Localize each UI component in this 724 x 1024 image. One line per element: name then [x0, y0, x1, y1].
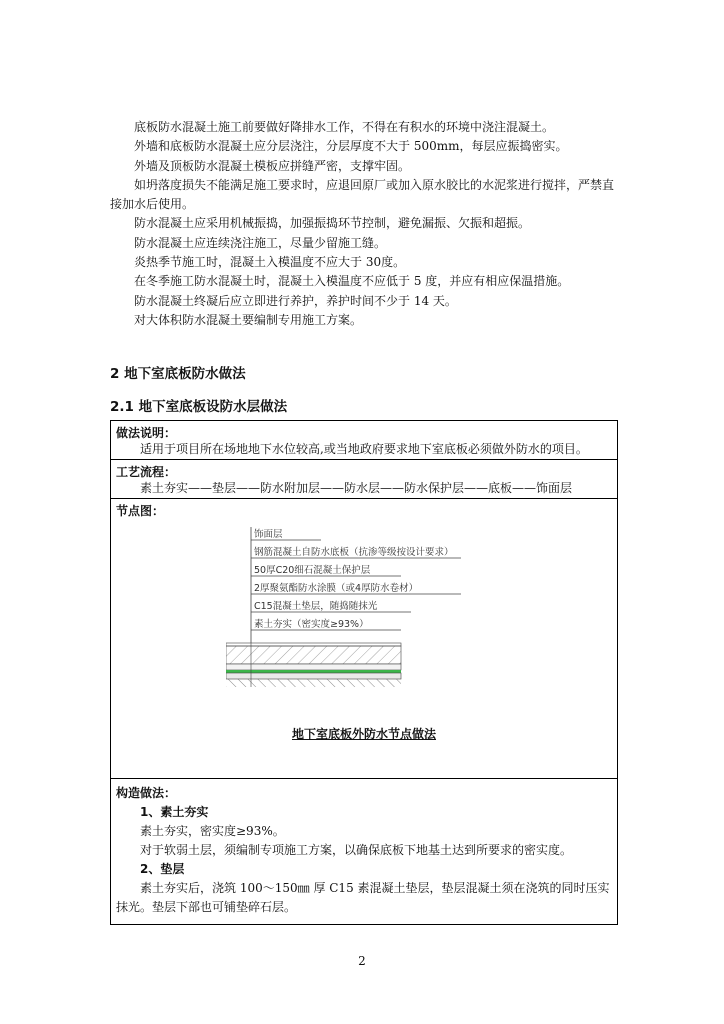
- waterproof-section-drawing: [226, 509, 476, 709]
- construct-label: 构造做法：: [116, 786, 177, 800]
- page-number: 2: [358, 954, 366, 968]
- method-table: [110, 420, 618, 925]
- intro-line: 在冬季施工防水混凝土时，混凝土入模温度不应低于 5 度，并应有相应保温措施。: [134, 274, 570, 289]
- layer-label: 素土夯实（密实度≥93%）: [254, 619, 369, 630]
- compacted-soil: [226, 679, 401, 687]
- layer-label: C15混凝土垫层，随捣随抹光: [254, 601, 378, 612]
- layer-label: 钢筋混凝土自防水底板（抗渗等级按设计要求）: [254, 547, 454, 558]
- protective-layer: [226, 664, 401, 670]
- intro-line: 底板防水混凝土施工前要做好降排水工作，不得在有积水的环境中浇注混凝土。: [134, 120, 555, 134]
- item1-title: 1、素土夯实: [140, 805, 209, 819]
- section-title: 2 地下室底板防水做法: [110, 366, 246, 382]
- intro-line: 外墙及顶板防水混凝土模板应拼缝严密，支撑牢固。: [134, 158, 411, 173]
- finish-layer: [226, 643, 401, 646]
- process-label: 工艺流程：: [116, 465, 177, 479]
- layer-label: 2厚聚氨酯防水涂膜（或4厚防水卷材）: [254, 583, 419, 594]
- node-diagram: [226, 509, 476, 713]
- intro-line: 防水混凝土应采用机械振捣，加强振捣环节控制，避免漏振、欠振和超振。: [134, 216, 531, 231]
- construct-body: [116, 803, 612, 917]
- item2-text: 素土夯实后，浇筑 100～150㎜ 厚 C15 素混凝土垫层，垫层混凝土须在浇筑的同时压实抹光。垫层下部也可铺垫碎石层。: [116, 881, 610, 914]
- intro-line: 防水混凝土终凝后应立即进行养护，养护时间不少于 14 天。: [134, 293, 457, 308]
- intro-line: 炎热季节施工时，混凝土入模温度不应大于 30度。: [134, 255, 406, 270]
- waterproof-membrane: [226, 670, 401, 673]
- method-text: 适用于项目所在场地地下水位较高,或当地政府要求地下室底板必须做外防水的项目。: [140, 442, 588, 456]
- c15-cushion: [226, 673, 401, 679]
- intro-line: 防水混凝土应连续浇注施工，尽量少留施工缝。: [134, 235, 387, 250]
- method-label: 做法说明：: [116, 426, 177, 440]
- intro-paragraphs: [110, 118, 618, 330]
- item2-title: 2、垫层: [140, 862, 185, 876]
- construct-row: [111, 779, 617, 926]
- node-label: 节点图：: [116, 504, 165, 518]
- node-row: [111, 499, 617, 779]
- process-row: [111, 460, 617, 499]
- method-row: [111, 421, 617, 460]
- item1-line: 素土夯实，密实度≥93%。: [140, 824, 285, 838]
- layer-label: 饰面层: [254, 529, 283, 540]
- intro-line: 如坍落度损失不能满足施工要求时，应退回原厂或加入原水胶比的水泥浆进行搅拌，严禁直接加水后使用。: [110, 177, 615, 212]
- intro-line: 对大体积防水混凝土要编制专用施工方案。: [134, 312, 363, 327]
- concrete-slab: [226, 646, 401, 664]
- item1-line: 对于软弱土层，须编制专项施工方案，以确保底板下地基土达到所要求的密实度。: [140, 843, 573, 857]
- layer-label: 50厚C20细石混凝土保护层: [254, 565, 371, 576]
- subsection-title: 2.1 地下室底板设防水层做法: [110, 399, 288, 415]
- process-text: 素土夯实——垫层——防水附加层——防水层——防水保护层——底板——饰面层: [140, 481, 573, 495]
- diagram-caption: 地下室底板外防水节点做法: [291, 727, 436, 741]
- intro-line: 外墙和底板防水混凝土应分层浇注，分层厚度不大于 500mm，每层应振捣密实。: [134, 139, 568, 154]
